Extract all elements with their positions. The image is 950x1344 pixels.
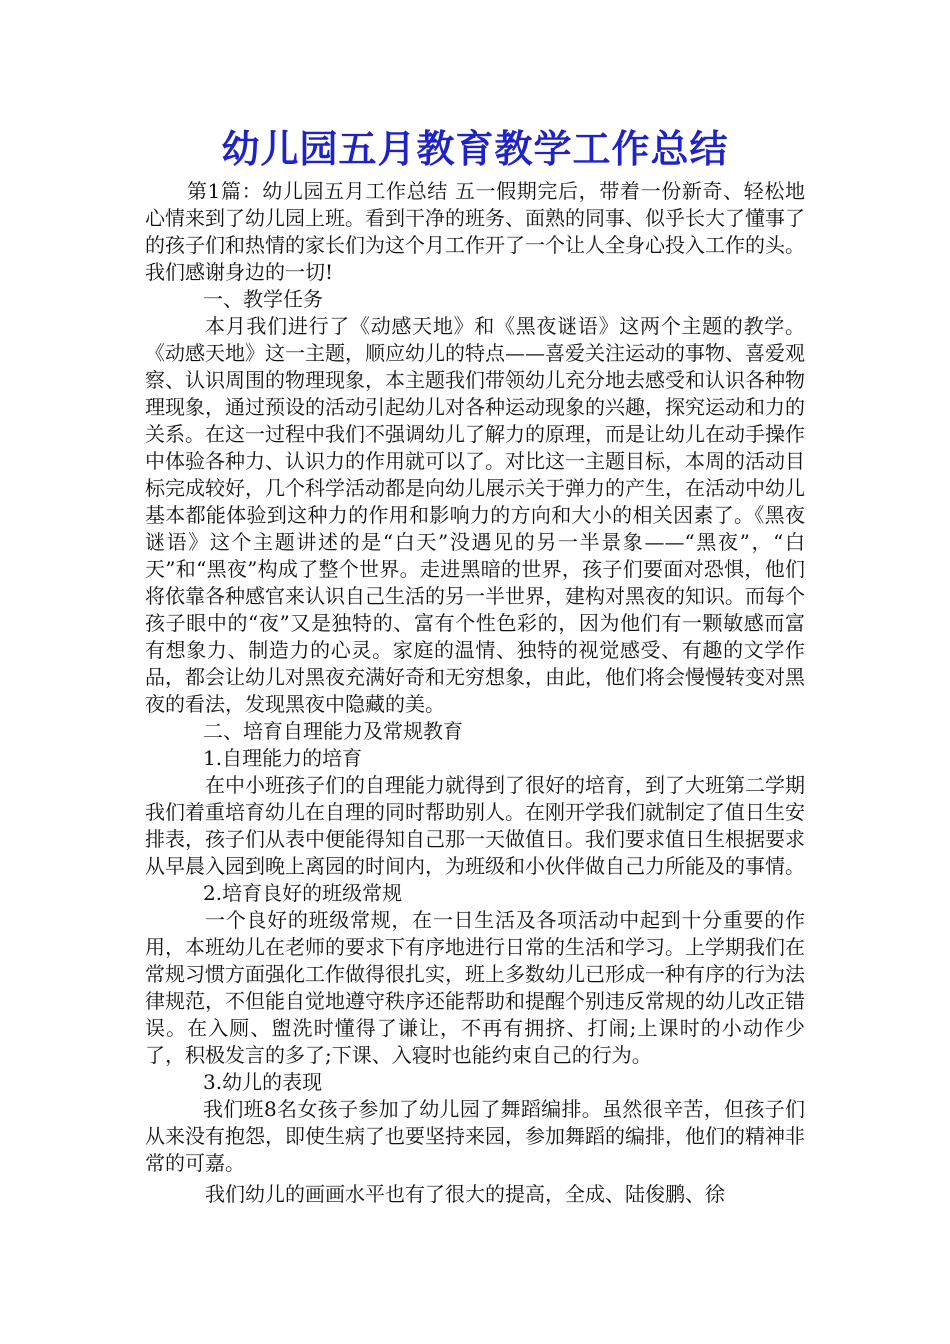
section-heading-self-care: 二、培育自理能力及常规教育 <box>203 719 463 743</box>
subheading-self-care-ability: 1.自理能力的培育 <box>203 746 363 770</box>
body-self-care-ability: 在中小班孩子们的自理能力就得到了很好的培育，到了大班第二学期我们着重培育幼儿在自理的同时帮助别人。在刚开学我们就制定了值日生安排表，孩子们从表中便能得知自己那一天做值日。我们要求值日生根据要求从早晨入园到晚上离园的时间内，为班级和小伙伴做自己力所能及的事情。 <box>145 773 805 878</box>
section-body-teaching: 本月我们进行了《动感天地》和《黑夜谜语》这两个主题的教学。《动感天地》这一主题，顺应幼儿的特点——喜爱关注运动的事物、喜爱观察、认识周围的物理现象，本主题我们带领幼儿充分地去感受和认识各种物理现象，通过预设的活动引起幼儿对各种运动现象的兴趣，探究运动和力的关系。在这一过程中我们不强调幼儿了解力的原理，而是让幼儿在动手操作中体验各种力、认识力的作用就可以了。对比这一主题目标，本周的活动目标完成较好，几个科学活动都是向幼儿展示关于弹力的产生，在活动中幼儿基本都能体验到这种力的作用和影响力的方向和大小的相关因素了。《黑夜谜语》这个主题讲述的是“白天”没遇见的另一半景象——“黑夜”，“白天”和“黑夜”构成了整个世界。走进黑暗的世界，孩子们要面对恐惧，他们将依靠各种感官来认识自己生活的另一半世界，建构对黑夜的知识。而每个孩子眼中的“夜”又是独特的、富有个性色彩的，因为他们有一颗敏感而富有想象力、制造力的心灵。家庭的温情、独特的视觉感受、有趣的文学作品，都会让幼儿对黑夜充满好奇和无穷想象，由此，他们将会慢慢转变对黑夜的看法，发现黑夜中隐藏的美。 <box>145 314 805 716</box>
body-child-performance-drawing: 我们幼儿的画画水平也有了很大的提高，全成、陆俊鹏、徐 <box>205 1182 725 1206</box>
document-title: 幼儿园五月教育教学工作总结 <box>221 126 729 171</box>
intro-paragraph: 第1篇：幼儿园五月工作总结 五一假期完后，带着一份新奇、轻松地心情来到了幼儿园上班。看到干净的班务、面熟的同事、似乎长大了懂事了的孩子们和热情的家长们为这个月工作开了一个让人全身心投入工作的头。我们感谢身边的一切! <box>145 179 805 284</box>
body-class-routine: 一个良好的班级常规，在一日生活及各项活动中起到十分重要的作用，本班幼儿在老师的要求下有序地进行日常的生活和学习。上学期我们在常规习惯方面强化工作做得很扎实，班上多数幼儿已形成一种有序的行为法律规范，不但能自觉地遵守秩序还能帮助和提醒个别违反常规的幼儿改正错误。在入厕、盥洗时懂得了谦让，不再有拥挤、打闹;上课时的小动作少了，积极发言的多了;下课、入寝时也能约束自己的行为。 <box>145 908 805 1067</box>
section-heading-teaching: 一、教学任务 <box>203 287 323 311</box>
subheading-child-performance: 3.幼儿的表现 <box>203 1070 323 1094</box>
document-page <box>145 120 805 1208</box>
subheading-class-routine: 2.培育良好的班级常规 <box>203 881 403 905</box>
body-child-performance-dance: 我们班8名女孩子参加了幼儿园了舞蹈编排。虽然很辛苦，但孩子们从来没有抱怨，即使生病了也要坚持来园，参加舞蹈的编排，他们的精神非常的可嘉。 <box>145 1097 805 1175</box>
